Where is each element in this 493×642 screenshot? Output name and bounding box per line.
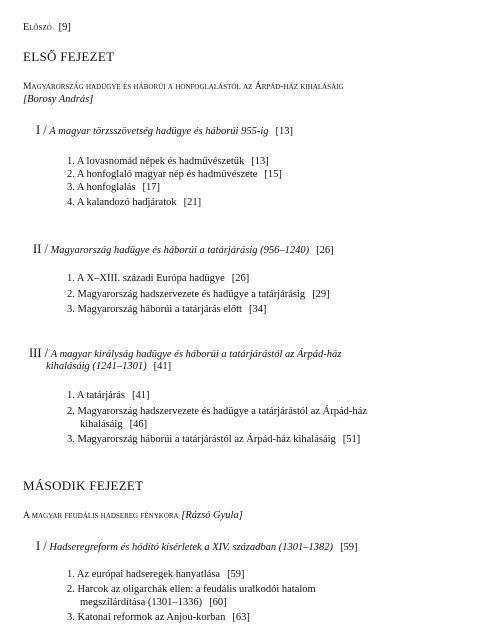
toc-item: 2. A honfoglaló magyar nép és hadművészete [15]: [67, 169, 282, 180]
toc-item-cont: kihalásáig [46]: [80, 419, 148, 430]
section-page: [13]: [275, 126, 294, 137]
toc-item: 1. A X–XIII. századi Európa hadügye [26]: [67, 273, 250, 284]
chapter2-heading: MÁSODIK FEJEZET: [23, 478, 144, 493]
foreword-entry: [23, 21, 71, 34]
section-title: Hadseregreform és hódító kísérletek a XIV. században (1301–1382): [49, 542, 334, 553]
section-heading: II / Magyarország hadügye és háborúi a tatárjárásig (956–1240) [26]: [33, 242, 334, 256]
section-title-line2: kihalásáig (1241–1301): [46, 361, 147, 372]
section-title: A magyar törzsszövetség hadügye és háborúi 955-ig: [49, 126, 269, 137]
section-heading: I / A magyar törzsszövetség hadügye és háborúi 955-ig [13]: [36, 123, 294, 137]
toc-item-cont: megszilárdítása (1301–1336) [60]: [80, 597, 227, 608]
toc-item: 2. Harcok az oligarchák ellen: a feudális uralkodói hatalom: [67, 584, 316, 595]
section-page: [41]: [153, 361, 172, 372]
toc-item: 3. A honfoglalás [17]: [67, 182, 161, 193]
chapter1-author: [Borosy András]: [23, 94, 94, 105]
toc-item: 1. A tatárjárás [41]: [67, 390, 150, 401]
section-page: [59]: [340, 542, 358, 553]
chapter2-author: [Rázsó Gyula]: [181, 510, 243, 521]
chapter2-title-line: [23, 509, 243, 522]
toc-item: 3. Magyarország háborúi a tatárjárás előtt [34]: [67, 304, 267, 315]
toc-item: 3. Katonai reformok az Anjou-korban [63]: [67, 612, 250, 623]
section-heading: III / A magyar királyság hadügye és háborúi a tatárjárástól az Árpád-ház: [29, 346, 342, 360]
toc-item: 2. Magyarország hadszervezete és hadügye a tatárjárástól az Árpád-ház: [67, 406, 367, 417]
section-title-line1: A magyar királyság hadügye és háborúi a tatárjárástól az Árpád-ház: [50, 349, 342, 360]
section-title: Magyarország hadügye és háborúi a tatárjárásig (956–1240): [50, 245, 310, 256]
toc-item: 3. Magyarország háborúi a tatárjárástól az Árpád-ház kihalásáig [51]: [67, 434, 361, 445]
section-page: [26]: [316, 245, 334, 256]
toc-item: 1. Az európai hadseregek hanyatlása [59]: [67, 569, 245, 580]
chapter1-heading: ELSŐ FEJEZET: [23, 49, 115, 64]
foreword-title: Előszó: [23, 22, 52, 33]
chapter2-title: A magyar feudális hadsereg fénykora: [23, 510, 179, 521]
toc-item: 4. A kalandozó hadjáratok [21]: [67, 197, 202, 208]
toc-item: 2. Magyarország hadszervezete és hadügye a tatárjárásig [29]: [67, 289, 330, 300]
section-heading: I / Hadseregreform és hódító kísérletek a XIV. században (1301–1382) [59]: [36, 539, 358, 553]
section-heading-cont: [46, 360, 171, 373]
foreword-page: [9]: [58, 22, 71, 33]
toc-item: 1. A lovasnomád népek és hadművészetük [13]: [67, 156, 269, 167]
chapter1-title: Magyarország hadügye és háborúi a honfoglalástól az Árpád-ház kihalásáig: [23, 81, 344, 92]
